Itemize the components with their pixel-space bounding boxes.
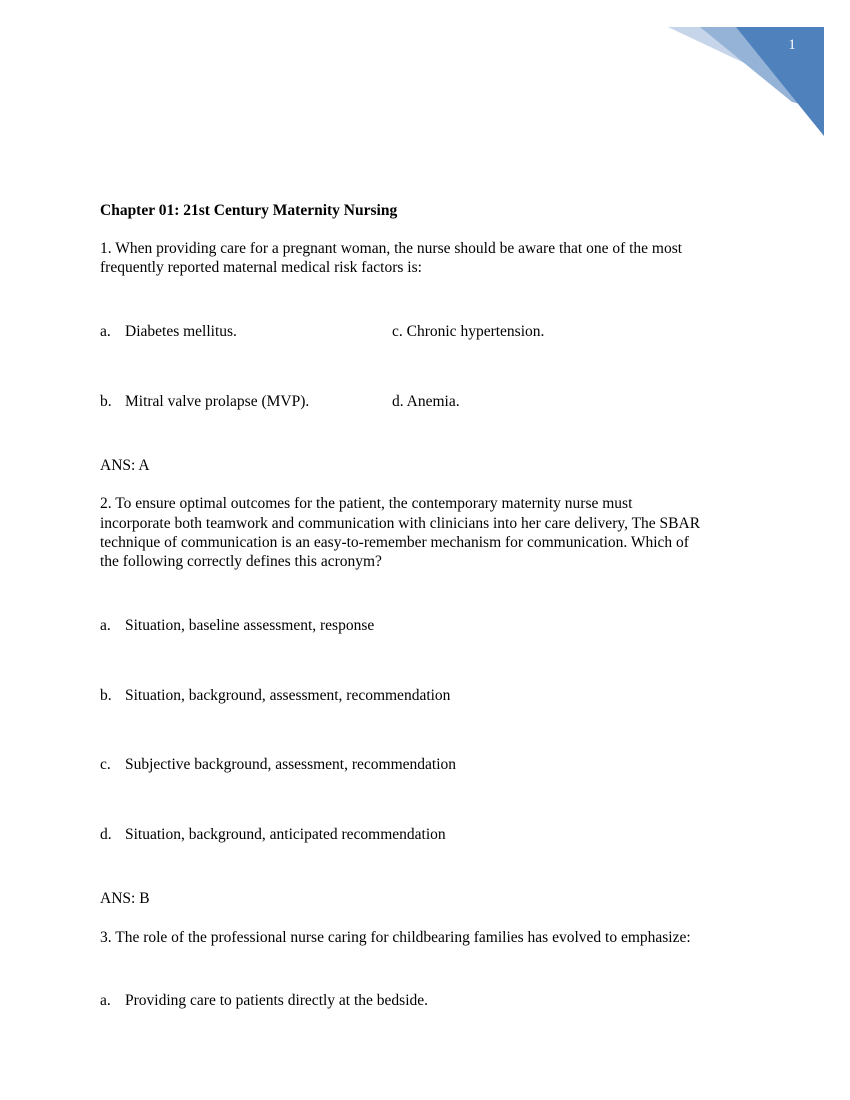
question-1-answer: ANS: A xyxy=(100,457,150,474)
option-letter: c. xyxy=(100,756,111,773)
option-letter: a. xyxy=(100,617,111,634)
question-2-stem-line-4: the following correctly defines this acronym? xyxy=(100,553,382,570)
question-2-stem-line-3: technique of communication is an easy-to-remember mechanism for communication. Which of xyxy=(100,534,689,551)
corner-dark-shape xyxy=(736,27,824,136)
option-letter: a. xyxy=(100,323,111,340)
question-3-stem-line-1: 3. The role of the professional nurse caring for childbearing families has evolved to emphasize: xyxy=(100,929,691,946)
question-2-stem-line-1: 2. To ensure optimal outcomes for the patient, the contemporary maternity nurse must xyxy=(100,495,633,512)
question-1-option-d xyxy=(392,392,460,411)
question-2-option-d xyxy=(100,825,446,844)
option-letter: d. xyxy=(100,826,112,843)
option-letter: b. xyxy=(100,687,112,704)
question-1-option-b xyxy=(100,392,309,411)
question-1-option-a xyxy=(100,322,237,341)
question-1-stem-line-2: frequently reported maternal medical risk factors is: xyxy=(100,259,422,276)
page-corner-decoration xyxy=(660,22,830,142)
option-text: c. Chronic hypertension. xyxy=(392,323,545,340)
question-1-option-c xyxy=(392,322,544,341)
option-text: d. Anemia. xyxy=(392,393,460,410)
option-letter: b. xyxy=(100,393,112,410)
question-2-option-a xyxy=(100,616,374,635)
chapter-title: Chapter 01: 21st Century Maternity Nursing xyxy=(100,202,398,219)
question-2-option-b xyxy=(100,686,450,705)
page-number: 1 xyxy=(788,37,796,53)
option-text: Situation, baseline assessment, response xyxy=(125,617,375,634)
option-text: Diabetes mellitus. xyxy=(125,323,237,340)
option-text: Situation, background, anticipated recommendation xyxy=(125,826,446,843)
option-text: Providing care to patients directly at the bedside. xyxy=(125,992,429,1009)
option-text: Subjective background, assessment, recommendation xyxy=(125,756,457,773)
option-text: Situation, background, assessment, recommendation xyxy=(125,687,451,704)
question-2-option-c xyxy=(100,755,456,774)
option-text: Mitral valve prolapse (MVP). xyxy=(125,393,310,410)
option-letter: a. xyxy=(100,992,111,1009)
question-3-option-a xyxy=(100,991,428,1010)
question-1-stem-line-1: 1. When providing care for a pregnant woman, the nurse should be aware that one of the most xyxy=(100,240,683,257)
question-2-stem-line-2: incorporate both teamwork and communication with clinicians into her care delivery, The SBAR xyxy=(100,515,701,532)
question-2-answer: ANS: B xyxy=(100,890,150,907)
